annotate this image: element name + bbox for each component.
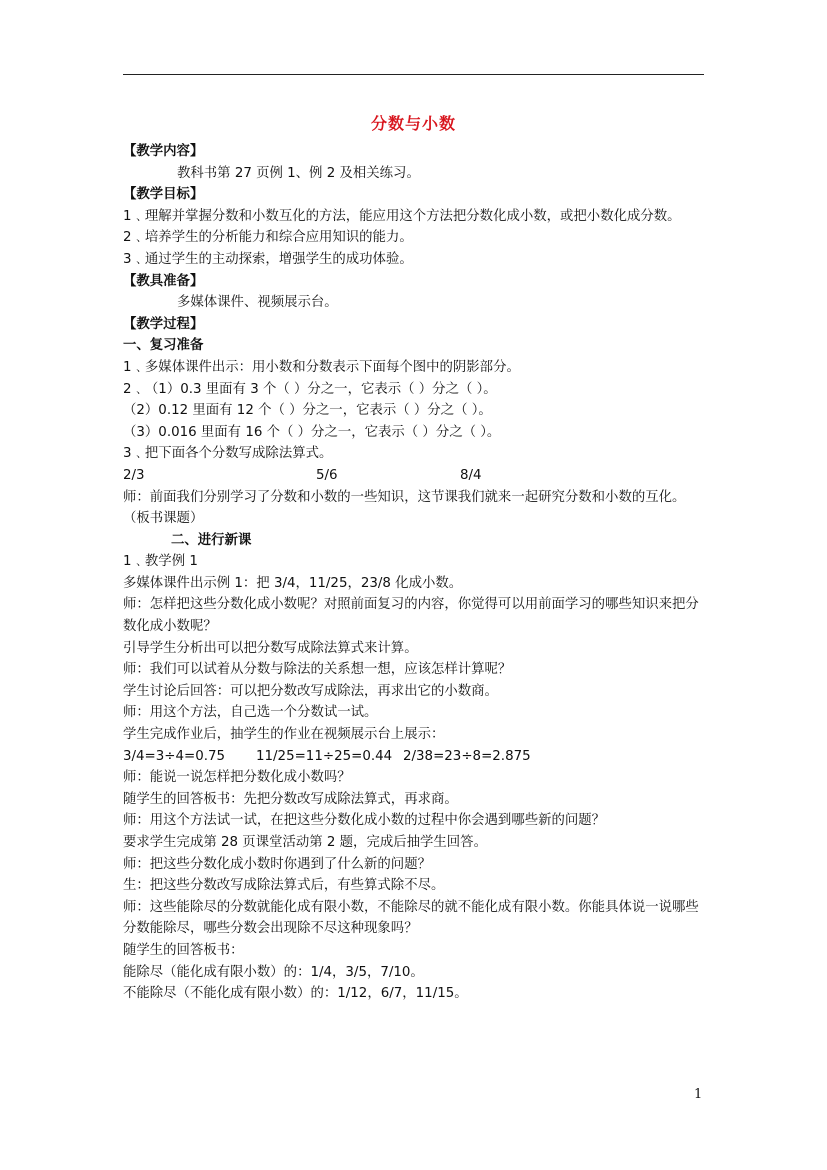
header-rule — [123, 74, 704, 75]
section-heading-goals: 【教学目标】 — [123, 187, 204, 203]
example1-show: 多媒体课件出示例 1：把 3/4，11/25，23/8 化成小数。 — [123, 575, 463, 591]
section-heading-process: 【教学过程】 — [123, 316, 204, 332]
tools-text: 多媒体课件、视频展示台。 — [177, 295, 338, 311]
page-number: 1 — [694, 1087, 703, 1102]
document-body — [123, 141, 705, 1005]
review-item-1: 1﹑多媒体课件出示：用小数和分数表示下面每个图中的阴影部分。 — [123, 359, 520, 375]
activity-text: 要求学生完成第 28 页课堂活动第 2 题，完成后抽学生回答。 — [123, 835, 487, 850]
section-heading-content: 【教学内容】 — [123, 144, 204, 159]
teacher-question-6: 师：这些能除尽的分数就能化成有限小数，不能除尽的就不能化成有限小数。你能具体说一说哪些分数能除尽，哪些分数会出现除不尽这种现象吗？ — [123, 899, 699, 937]
board-note-1: 随学生的回答板书：先把分数改写成除法算式，再求商。 — [123, 791, 458, 807]
goal-1: 1﹑理解并掌握分数和小数互化的方法，能应用这个方法把分数化成小数，或把小数化成分数。 — [123, 208, 681, 224]
goal-2: 2﹑培养学生的分析能力和综合应用知识的能力。 — [123, 230, 413, 246]
review-item-2a: 2﹑（1）0.3 里面有 3 个（ ）分之一，它表示（ ）分之（ ）。 — [123, 381, 497, 397]
teacher-question-2: 师：我们可以试着从分数与除法的关系想一想，应该怎样计算呢？ — [123, 662, 512, 678]
guide-text: 引导学生分析出可以把分数写成除法算式来计算。 — [123, 640, 418, 656]
finite-decimals: 能除尽（能化成有限小数）的：1/4，3/5，7/10。 — [123, 964, 424, 980]
show-work: 学生完成作业后，抽学生的作业在视频展示台上展示： — [123, 727, 445, 743]
board-note-2: 随学生的回答板书： — [123, 942, 244, 958]
fraction-list — [123, 465, 705, 487]
calculation-item: 3/4=3÷4=0.75 — [123, 748, 226, 764]
board-topic: （板书课题） — [123, 511, 204, 527]
teacher-question-1: 师：怎样把这些分数化成小数呢？对照前面复习的内容，你觉得可以用前面学习的哪些知识来把分数化成小数呢？ — [123, 597, 699, 635]
teacher-question-5: 师：把这些分数化成小数时你遇到了什么新的问题？ — [123, 856, 431, 872]
fraction-item: 2/3 — [123, 467, 145, 483]
teacher-question-4: 师：用这个方法试一试，在把这些分数化成小数的过程中你会遇到哪些新的问题？ — [123, 813, 606, 829]
student-discussion: 学生讨论后回答：可以把分数改写成除法，再求出它的小数商。 — [123, 683, 498, 699]
try-method: 师：用这个方法，自己选一个分数试一试。 — [123, 705, 378, 721]
calculation-item: 11/25=11÷25=0.44 — [256, 748, 393, 764]
calculation-item: 2/38=23÷8=2.875 — [403, 748, 531, 764]
infinite-decimals: 不能除尽（不能化成有限小数）的：1/12，6/7，11/15。 — [123, 986, 468, 1002]
fraction-item: 8/4 — [460, 467, 482, 483]
calculation-list — [123, 746, 705, 768]
content-text: 教科书第 27 页例 1、例 2 及相关练习。 — [177, 165, 420, 181]
section-heading-tools: 【教具准备】 — [123, 273, 204, 289]
example1-heading: 1﹑教学例 1 — [123, 554, 198, 570]
review-item-2b: （2）0.12 里面有 12 个（ ）分之一，它表示（ ）分之（ ）。 — [123, 403, 492, 419]
review-item-2c: （3）0.016 里面有 16 个（ ）分之一，它表示（ ）分之（ ）。 — [123, 424, 501, 440]
teacher-question-3: 师：能说一说怎样把分数化成小数吗？ — [123, 770, 351, 786]
page-title: 分数与小数 — [370, 114, 456, 133]
review-item-3: 3﹑把下面各个分数写成除法算式。 — [123, 446, 333, 462]
step2-heading: 二、进行新课 — [171, 532, 252, 548]
teacher-intro: 师：前面我们分别学习了分数和小数的一些知识，这节课我们就来一起研究分数和小数的互化。 — [123, 489, 686, 505]
student-answer: 生：把这些分数改写成除法算式后，有些算式除不尽。 — [123, 878, 445, 894]
fraction-item: 5/6 — [316, 467, 338, 483]
step1-heading: 一、复习准备 — [123, 338, 204, 354]
goal-3: 3﹑通过学生的主动探索，增强学生的成功体验。 — [123, 251, 413, 267]
